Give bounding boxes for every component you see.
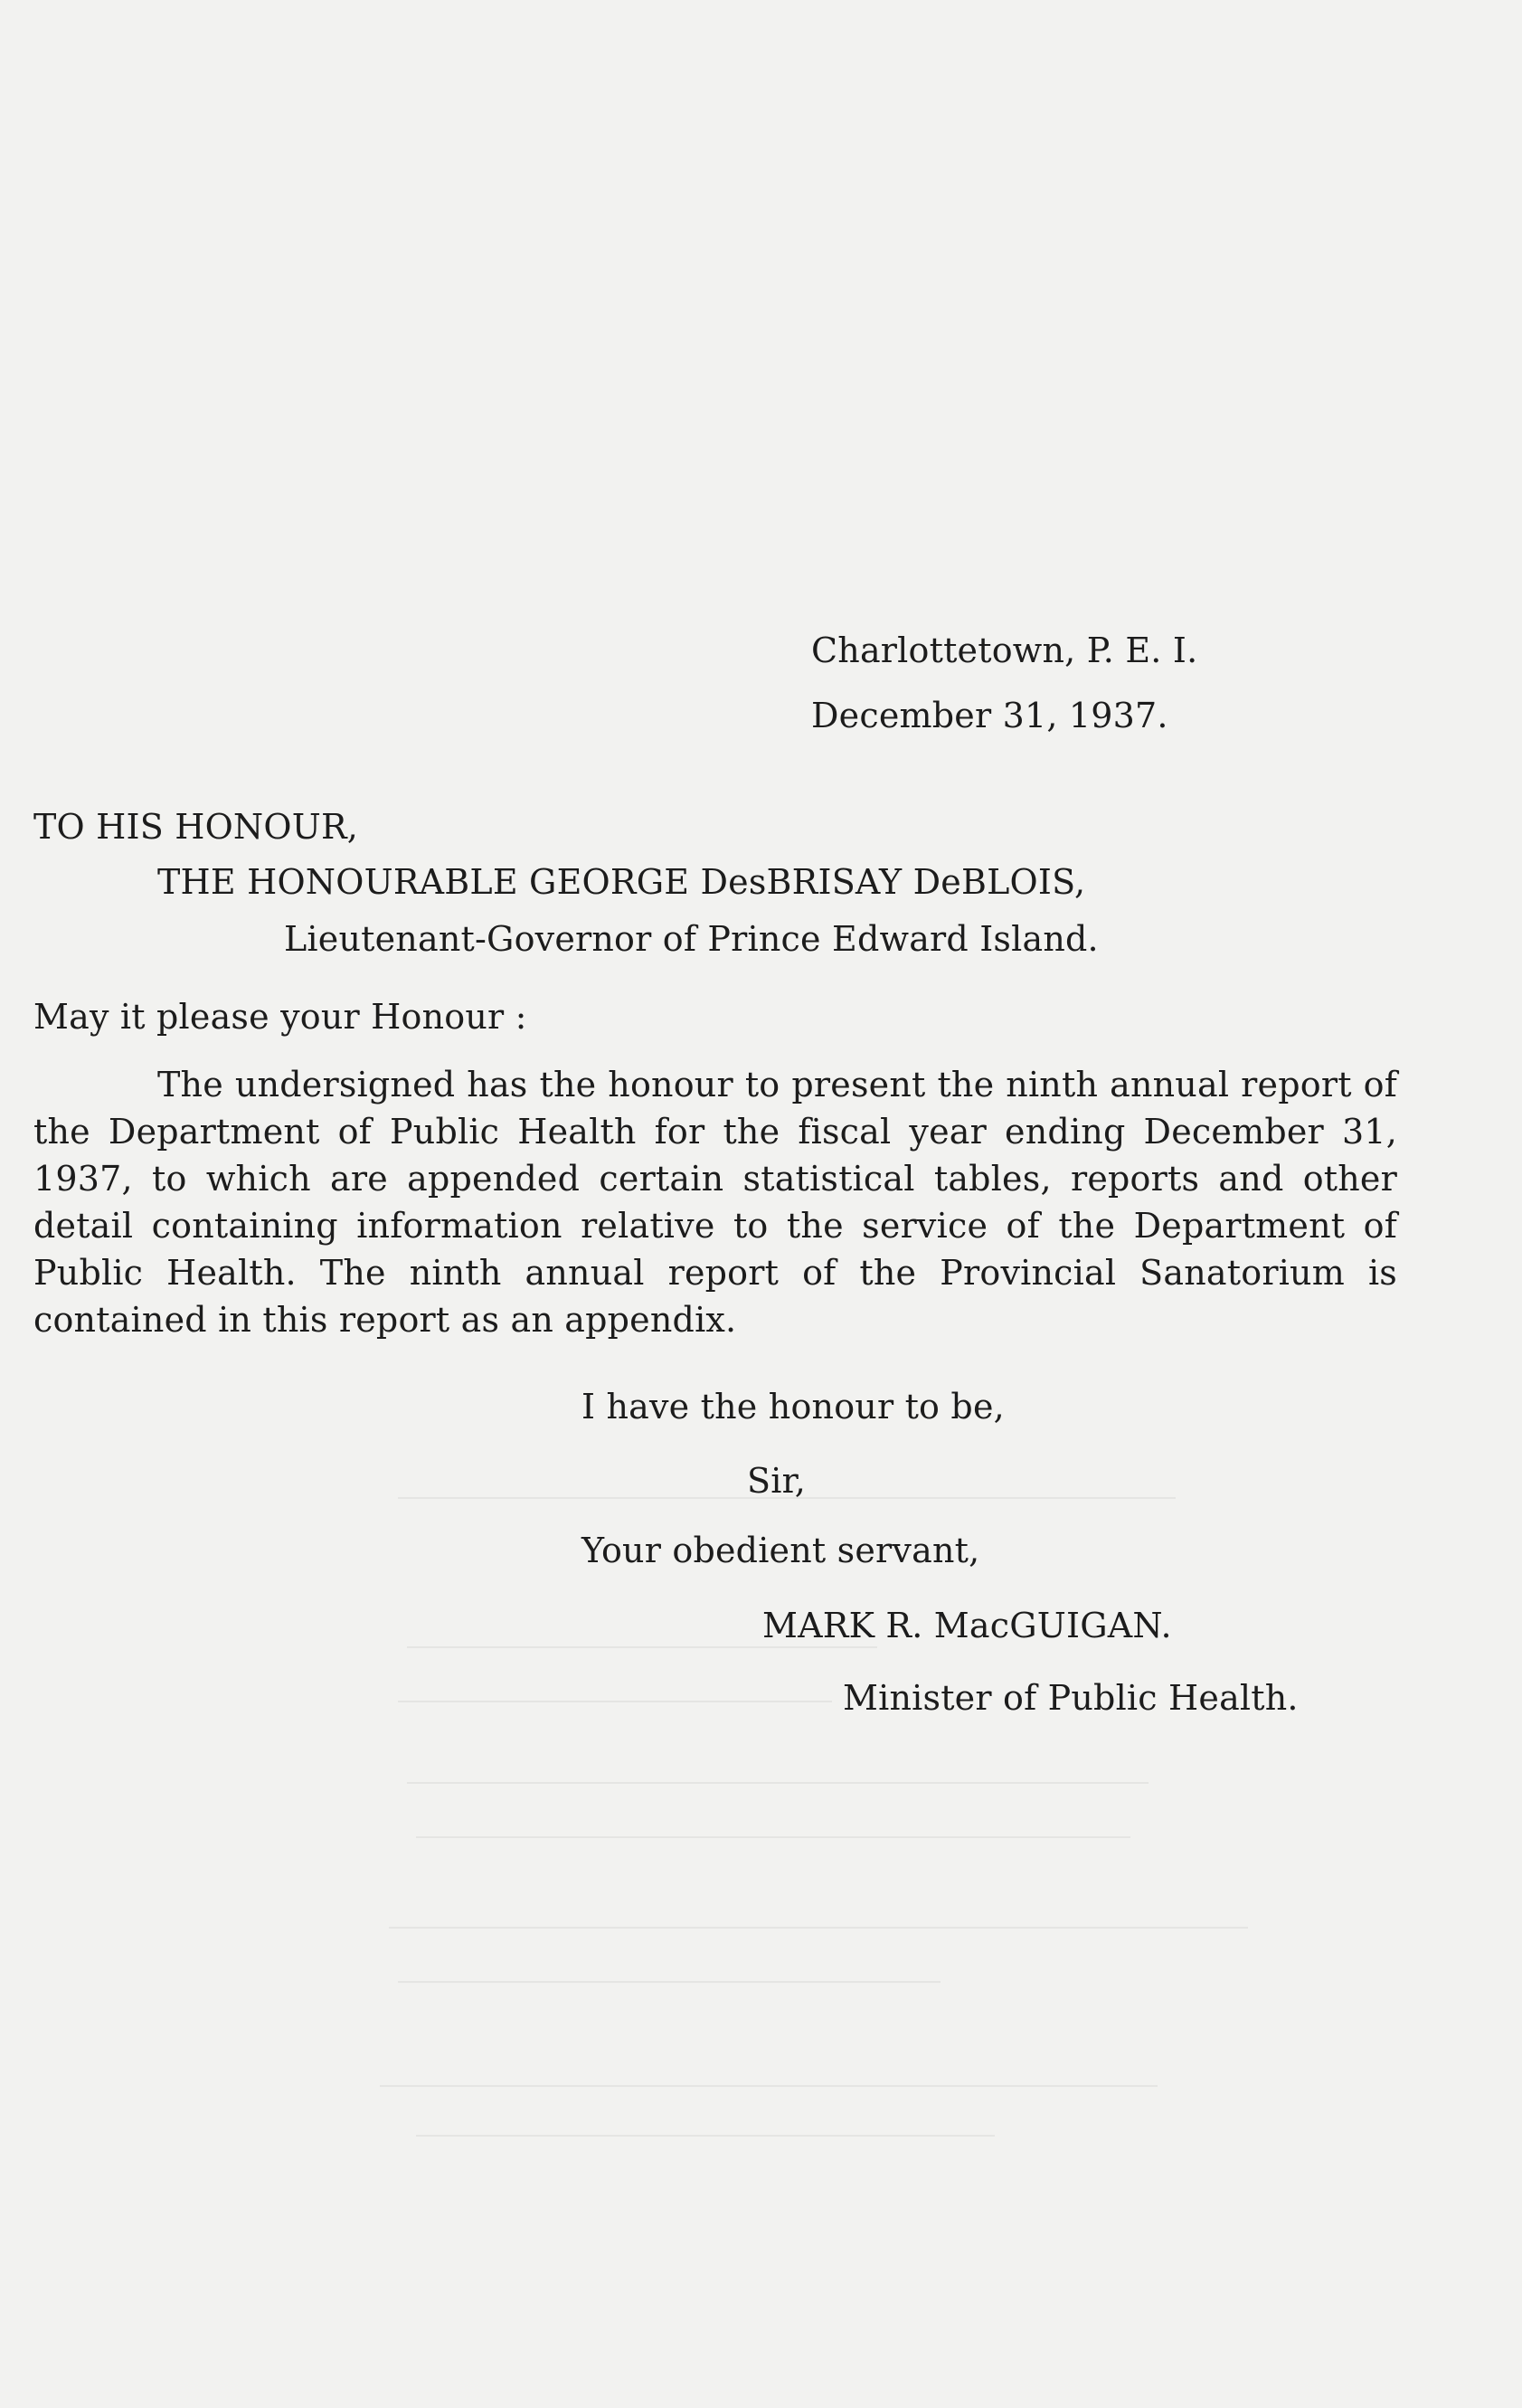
bleed-through-mark [416,1836,1130,1838]
signatory-title: Minister of Public Health. [843,1678,1299,1718]
letter-body: The undersigned has the honour to present the ninth annual report of the Department of Public Health for the fiscal year ending December 31, 1937, to which are appended certain statistical tables, reports and other detail containing information relative to the service of the Department of Public Health. The ninth annual report of the Provincial Sanatorium is contained in this report as an appendix. [33,1065,1397,1340]
closing-line-3: Your obedient servant, [581,1531,980,1570]
closing-line-1: I have the honour to be, [581,1387,1005,1427]
signatory-name: MARK R. MacGUIGAN. [762,1606,1172,1645]
salutation-to: TO HIS HONOUR, [33,807,359,847]
letter-date: December 31, 1937. [811,696,1168,735]
bleed-through-mark [407,1646,877,1648]
bleed-through-mark [416,2135,995,2137]
addressee-title: Lieutenant-Governor of Prince Edward Island. [284,919,1099,959]
bleed-through-mark [398,1701,832,1702]
addressee-name: THE HONOURABLE GEORGE DesBRISAY DeBLOIS, [157,862,1086,902]
bleed-through-mark [398,1497,1176,1499]
greeting: May it please your Honour : [33,997,527,1037]
bleed-through-mark [380,2085,1158,2087]
letter-place: Charlottetown, P. E. I. [811,630,1198,670]
bleed-through-mark [398,1981,941,1983]
bleed-through-mark [407,1782,1149,1784]
closing-line-2: Sir, [747,1461,807,1501]
bleed-through-mark [389,1927,1248,1929]
